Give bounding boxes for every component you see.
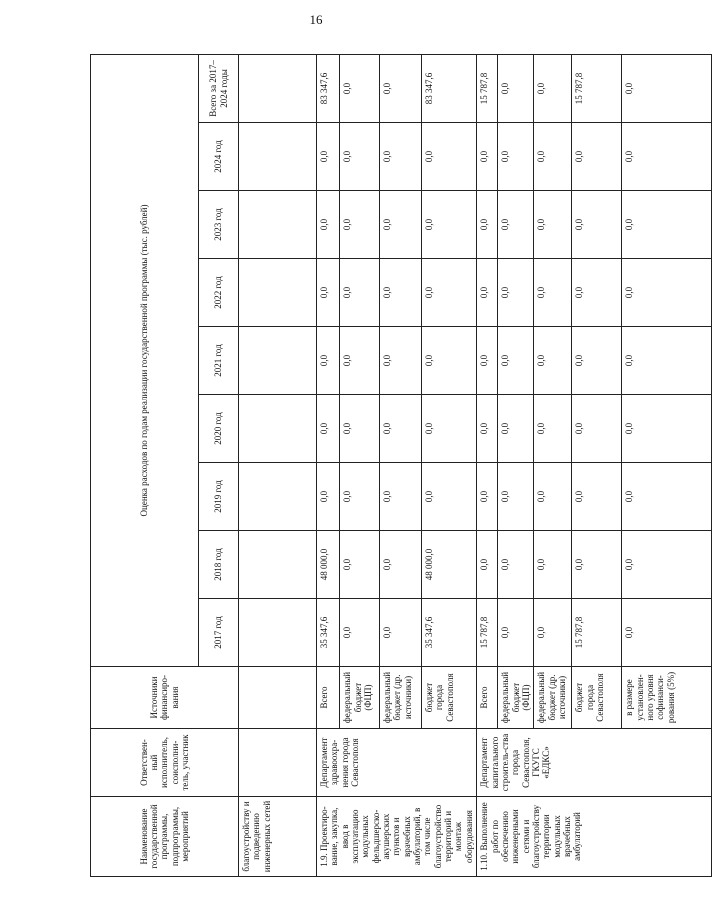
cell-value: 0,0	[622, 599, 712, 667]
year-header: 2021 год	[199, 327, 239, 395]
cell-value: 0,0	[622, 395, 712, 463]
cell-value: 0,0	[379, 395, 421, 463]
cell-value: 0,0	[317, 463, 340, 531]
cell-value: 0,0	[534, 259, 572, 327]
cell-value: 0,0	[317, 395, 340, 463]
cell-value: 0,0	[477, 259, 498, 327]
source-label: в размере установлен-ного уровня софинанси-рования (5%)	[622, 667, 712, 729]
year-header: 2024 год	[199, 123, 239, 191]
table-row	[239, 54, 317, 876]
item-responsible: Департамент капитального строитель-ства города Севастополя, ГКУГС «ЕДКС»	[477, 729, 712, 797]
year-header: 2022 год	[199, 259, 239, 327]
table-row	[477, 54, 498, 876]
cell-value: 0,0	[379, 123, 421, 191]
cell-value: 83 347,6	[317, 54, 340, 122]
continuation-name: благоустройству и подведению инженерных сетей	[239, 797, 317, 877]
source-label: федеральный бюджет (ФЦП)	[340, 667, 380, 729]
cell-value: 0,0	[340, 54, 380, 122]
cell-value: 0,0	[379, 599, 421, 667]
cell-value: 0,0	[498, 191, 534, 259]
page-number: 16	[309, 12, 323, 27]
cell-value: 0,0	[379, 531, 421, 599]
cell-value: 0,0	[622, 327, 712, 395]
cell-value: 0,0	[498, 259, 534, 327]
cell-value: 35 347,6	[317, 599, 340, 667]
cell-value: 0,0	[379, 463, 421, 531]
cell-value: 0,0	[534, 327, 572, 395]
source-label: федеральный бюджет (ФЦП)	[498, 667, 534, 729]
cell-value: 0,0	[340, 599, 380, 667]
header-row	[91, 54, 199, 876]
cell-value: 0,0	[477, 395, 498, 463]
cell-value: 0,0	[317, 123, 340, 191]
cell-value: 0,0	[498, 599, 534, 667]
cell-value: 0,0	[572, 463, 622, 531]
cell-value: 0,0	[379, 259, 421, 327]
year-header: 2019 год	[199, 463, 239, 531]
cell-value: 0,0	[572, 395, 622, 463]
year-header: 2017 год	[199, 599, 239, 667]
cell-value: 15 787,8	[572, 54, 622, 122]
cell-value: 0,0	[340, 327, 380, 395]
cell-value: 0,0	[317, 259, 340, 327]
cell-value: 0,0	[477, 191, 498, 259]
cell-value: 0,0	[534, 463, 572, 531]
item-name: 1.10. Выполнение работ по обеспечению инженерными сетями и благоустройству территории модульных врачебных амбулаторий	[477, 797, 712, 877]
year-header: 2018 год	[199, 531, 239, 599]
source-label: бюджет города Севастополя	[572, 667, 622, 729]
cell-value: 0,0	[477, 463, 498, 531]
cell-value: 15 787,8	[477, 599, 498, 667]
cell-value: 0,0	[498, 463, 534, 531]
cell-value: 0,0	[421, 123, 476, 191]
cell-value: 83 347,6	[421, 54, 476, 122]
cell-value: 0,0	[534, 395, 572, 463]
item-name: 1.9. Проектиро-вание, закупка, ввод в эксплуатацию модульных фельдшерско-акушерских пунктов и врачебных амбулаторий, в том числе благоустройство территорий и монтаж оборудования	[317, 797, 477, 877]
cell-value: 0,0	[498, 395, 534, 463]
cell-value: 0,0	[379, 327, 421, 395]
source-label: федеральный бюджет (др. источники)	[379, 667, 421, 729]
cell-value: 0,0	[622, 123, 712, 191]
cell-value: 0,0	[340, 531, 380, 599]
cell-value: 0,0	[477, 531, 498, 599]
cell-value: 0,0	[534, 191, 572, 259]
cell-value: 15 787,8	[572, 599, 622, 667]
cell-value: 0,0	[534, 123, 572, 191]
cell-value: 0,0	[421, 327, 476, 395]
header-sources: Источники финансиро-вания	[91, 667, 239, 729]
cell-value: 0,0	[317, 191, 340, 259]
cell-value: 0,0	[622, 531, 712, 599]
cell-value: 0,0	[498, 327, 534, 395]
cell-value: 0,0	[622, 191, 712, 259]
cell-value: 48 000,0	[317, 531, 340, 599]
cell-value: 0,0	[572, 259, 622, 327]
cell-value: 0,0	[477, 123, 498, 191]
cell-value: 0,0	[622, 259, 712, 327]
source-label: бюджет города Севастополя	[421, 667, 476, 729]
budget-table	[90, 54, 712, 877]
cell-value: 0,0	[477, 327, 498, 395]
cell-value: 0,0	[379, 54, 421, 122]
source-label: Всего	[477, 667, 498, 729]
cell-value: 0,0	[340, 395, 380, 463]
source-label: Всего	[317, 667, 340, 729]
cell-value: 0,0	[622, 463, 712, 531]
cell-value: 0,0	[534, 599, 572, 667]
rotated-table-stage	[90, 55, 676, 877]
header-responsible: Ответствен-ный исполнитель, соисполни-тель, участник	[91, 729, 239, 797]
cell-value: 0,0	[498, 531, 534, 599]
cell-value: 0,0	[340, 463, 380, 531]
cell-value: 0,0	[379, 191, 421, 259]
cell-value: 0,0	[421, 395, 476, 463]
cell-value: 0,0	[498, 123, 534, 191]
year-header: 2023 год	[199, 191, 239, 259]
cell-value: 0,0	[498, 54, 534, 122]
year-header: Всего за 2017–2024 годы	[199, 54, 239, 122]
cell-value: 48 000,0	[421, 531, 476, 599]
cell-value: 0,0	[572, 327, 622, 395]
cell-value: 0,0	[421, 191, 476, 259]
cell-value: 0,0	[622, 54, 712, 122]
header-estimate: Оценка расходов по годам реализации государственной программы (тыс. рублей)	[91, 54, 199, 666]
cell-value: 0,0	[572, 191, 622, 259]
cell-value: 0,0	[534, 54, 572, 122]
cell-value: 0,0	[421, 463, 476, 531]
cell-value: 0,0	[534, 531, 572, 599]
source-label: федеральный бюджет (др. источники)	[534, 667, 572, 729]
cell-value: 0,0	[340, 191, 380, 259]
cell-value: 15 787,8	[477, 54, 498, 122]
cell-value: 0,0	[340, 123, 380, 191]
cell-value: 0,0	[572, 531, 622, 599]
item-responsible: Департамент здравоохра-нения города Севастополя	[317, 729, 477, 797]
cell-value: 35 347,6	[421, 599, 476, 667]
cell-value: 0,0	[340, 259, 380, 327]
table-row	[317, 54, 340, 876]
year-header: 2020 год	[199, 395, 239, 463]
cell-value: 0,0	[572, 123, 622, 191]
cell-value: 0,0	[317, 327, 340, 395]
cell-value: 0,0	[421, 259, 476, 327]
header-name: Наименование государственной программы, подпрограммы, мероприятий	[91, 797, 239, 877]
